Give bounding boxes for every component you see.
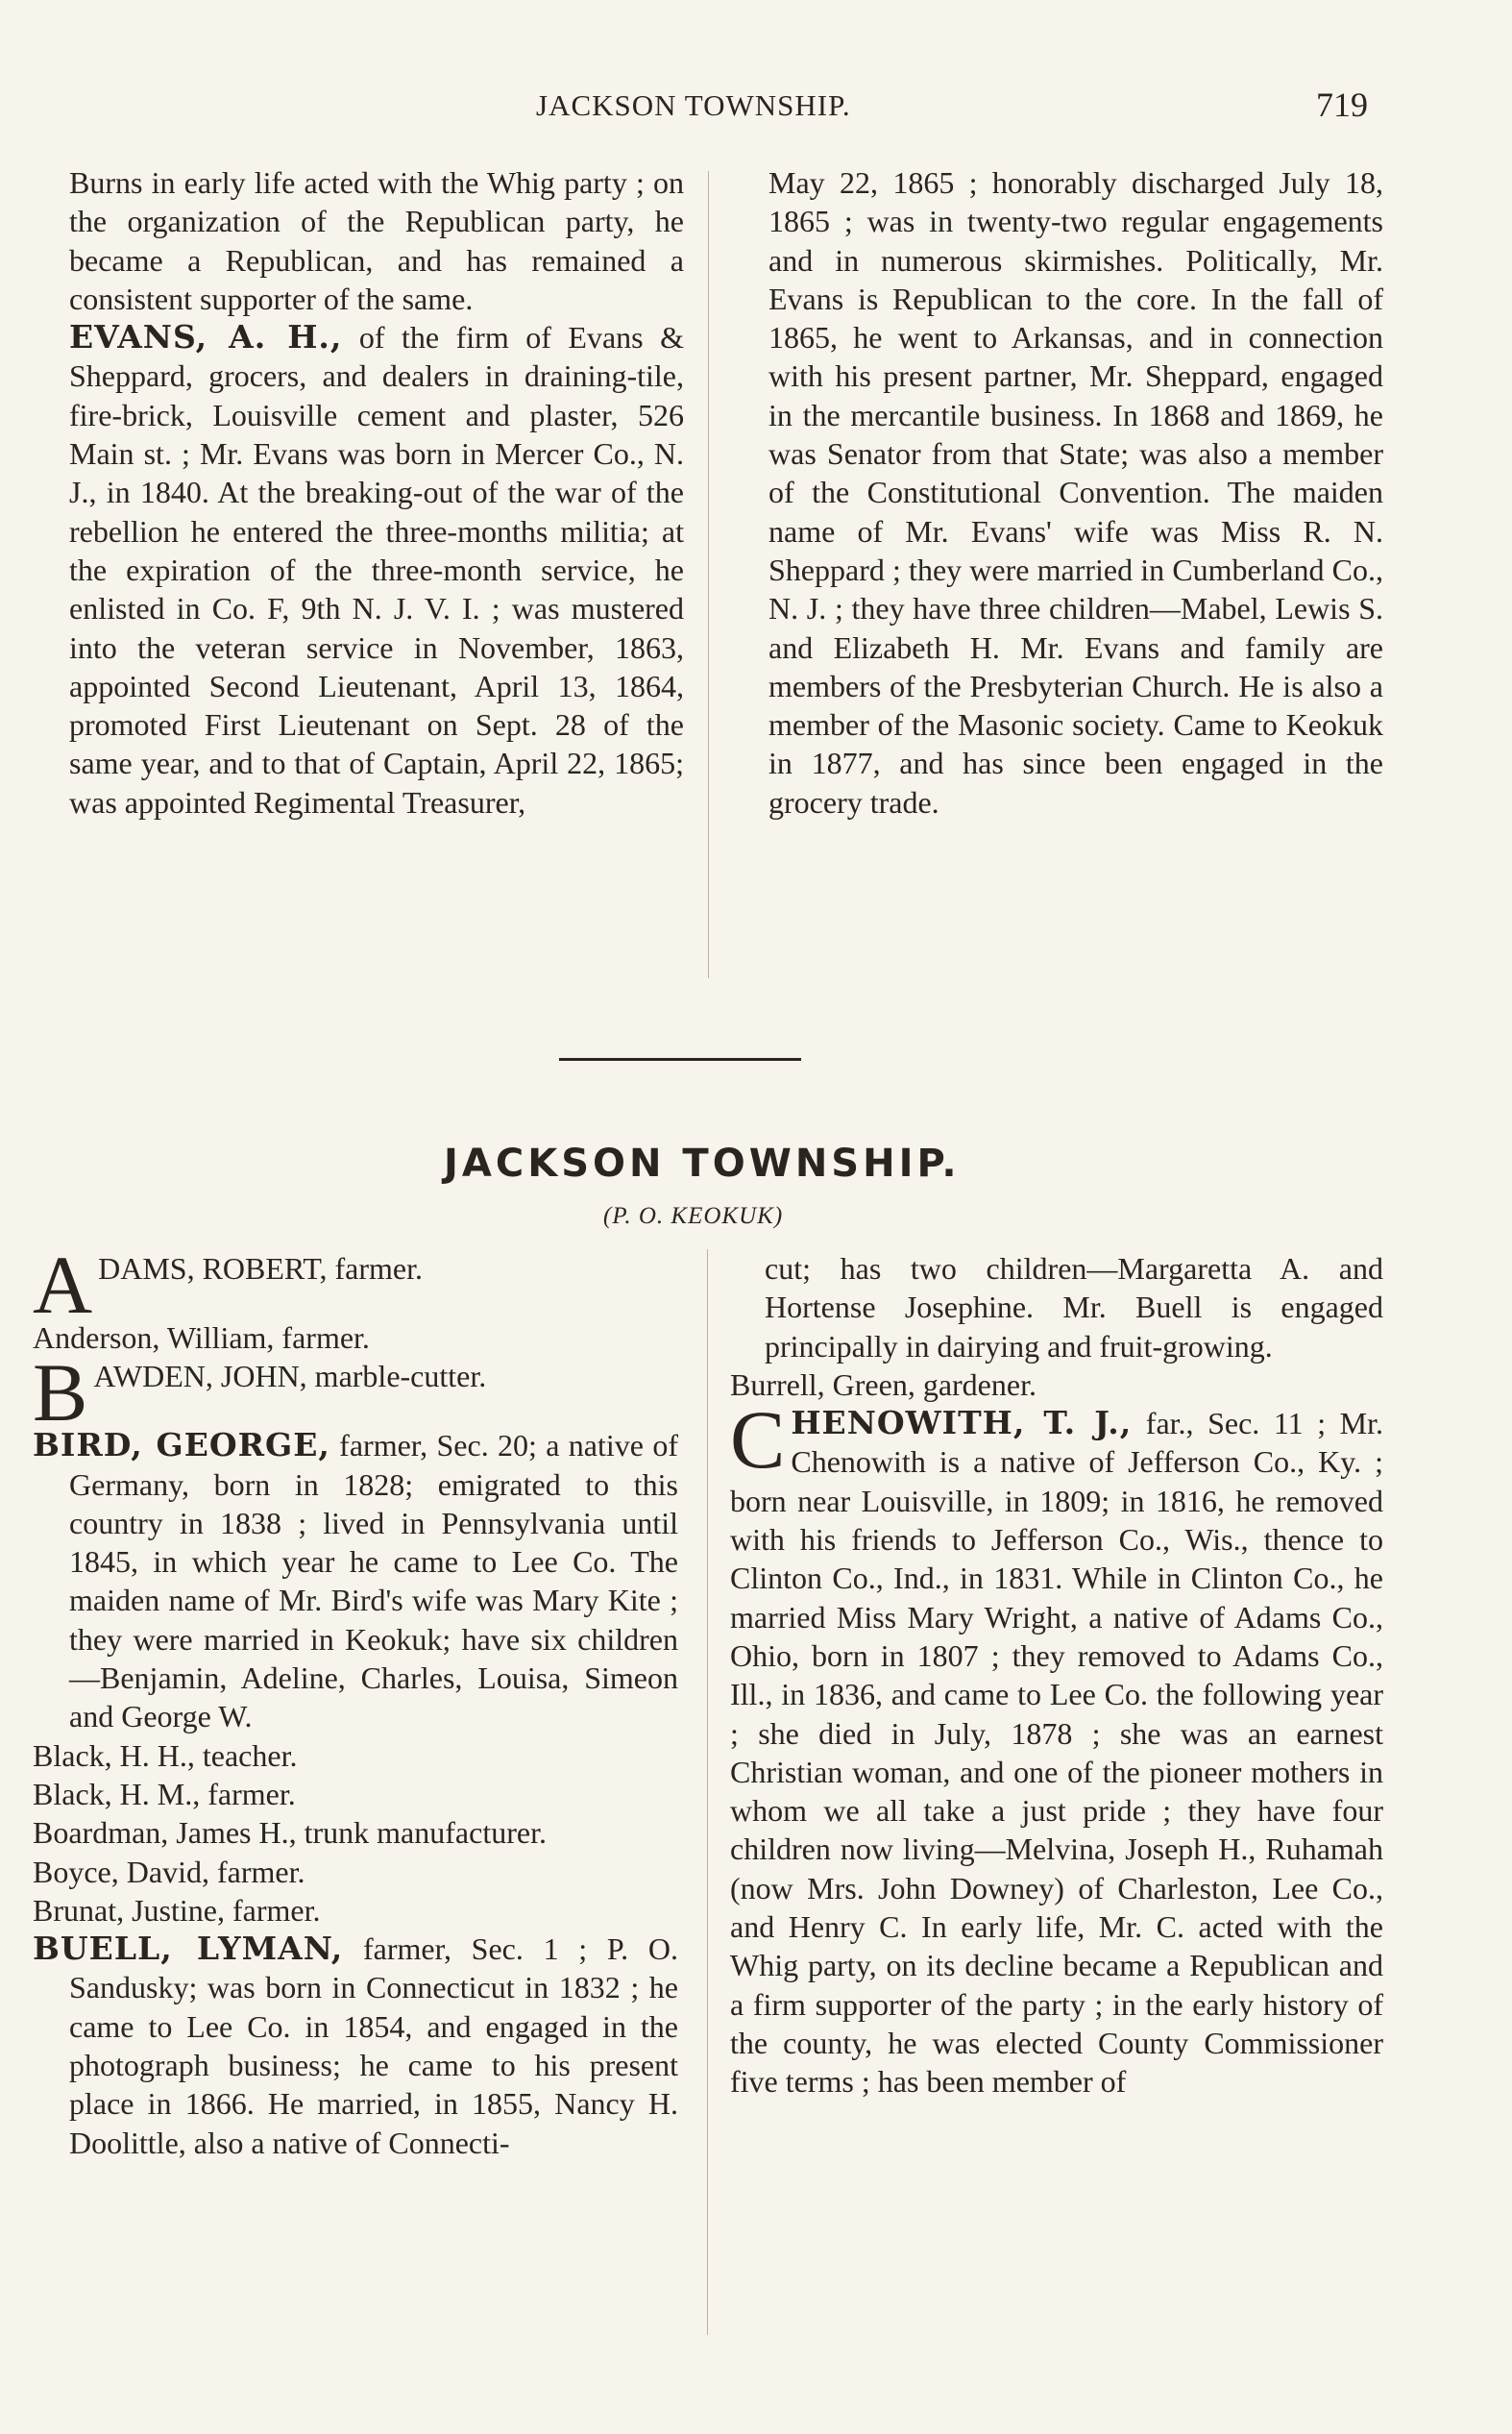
boyce-entry: Boyce, David, farmer. [33,1854,305,1889]
evans-continued: May 22, 1865 ; honorably discharged July 18, 1865 ; was in twenty-two regular engagements and in numerous skirmishes. Politically, Mr. Evans is Republican to the core. In the fall of 1865, he went to Arkansas, and in connection with his present partner, Mr. Sheppard, engaged in the mercantile business. In 1868 and 1869, he was Senator from that State; was also a member of the Constitutional Convention. The maiden name of Mr. Evans' wife was Miss R. N. Sheppard ; they were married in Cumberland Co., N. J. ; they have three children—Mabel, Lewis S. and Elizabeth H. Mr. Evans and family are members of the Presbyterian Church. He is also a member of the Masonic society. Came to Keokuk in 1877, and has since been engaged in the grocery trade. [768,165,1383,820]
bawden-text: AWDEN, JOHN, marble-cutter. [93,1359,487,1394]
dropcap-b: B [33,1346,88,1439]
bird-text: farmer, Sec. 20; a native of Germany, born in 1828; emigrated to this country in 1838 ; lived in Pennsylvania until 1845, in which year he came to Lee Co. The maiden name of Mr. Bird's wife was Mary Kite ; they were married in Keokuk; have six children—Benjamin, Adeline, Charles, Louisa, Simeon and George W. [69,1428,678,1734]
dropcap-a: A [33,1239,93,1331]
section-rule [559,1058,801,1061]
buell-entry [33,1930,678,2162]
anderson-entry: Anderson, William, farmer. [33,1320,370,1355]
chenowith-entry [730,1393,1384,2101]
dropcap-c: C [730,1393,786,1487]
adams-text: DAMS, ROBERT, farmer. [98,1251,424,1286]
chenowith-name: HENOWITH, T. J., [791,1404,1133,1442]
burrell-entry: Burrell, Green, gardener. [730,1366,1036,1402]
black-hh-entry: Black, H. H., teacher. [33,1737,298,1773]
brunat-entry: Brunat, Justine, farmer. [33,1892,321,1928]
bottom-right-column [730,1249,1383,2102]
running-head-title: JACKSON TOWNSHIP. [536,88,851,122]
top-left-column [69,163,684,822]
running-head [0,85,1512,127]
adams-entry [33,1239,678,1331]
section-subtitle: (P. O. KEOKUK) [603,1203,784,1229]
black-hm-entry: Black, H. M., farmer. [33,1776,296,1811]
evans-entry [69,318,684,822]
page-number: 719 [1316,86,1368,124]
section-title: JACKSON TOWNSHIP. [444,1142,961,1186]
top-right-column [768,163,1383,822]
buell-text: farmer, Sec. 1 ; P. O. Sandusky; was born in Connecticut in 1832 ; he came to Lee Co. in 1854, and engaged in the photograph business; he came to his present place in 1866. He married, in 1855, Nancy H. Doolittle, also a native of Connecti- [69,1931,678,2160]
bird-entry [33,1426,678,1735]
evans-text: of the firm of Evans & Sheppard, grocers, and dealers in draining-tile, fire-brick, Louisville cement and plaster, 526 Main st. ; Mr. Evans was born in Mercer Co., N. J., in 1840. At the breaking-out of the war of the rebellion he entered the three-months militia; at the expiration of the three-month service, he enlisted in Co. F, 9th N. J. V. I. ; was mustered into the veteran service in November, 1863, appointed Second Lieutenant, April 13, 1864, promoted First Lieutenant on Sept. 28 of the same year, and to that of Captain, April 22, 1865; was appointed Regimental Treasurer, [69,320,684,820]
column-divider-bottom [707,1249,708,2335]
bawden-entry [33,1346,678,1439]
buell-continued: cut; has two children—Margaretta A. and Hortense Josephine. Mr. Buell is engaged principally in dairying and fruit-growing. [765,1251,1383,1364]
buell-name: BUELL, LYMAN, [33,1930,344,1968]
boardman-entry: Boardman, James H., trunk manufacturer. [33,1815,547,1851]
burns-paragraph: Burns in early life acted with the Whig party ; on the organization of the Republican party, he became a Republican, and has remained a consistent supporter of the same. [69,165,684,316]
column-divider-top [708,171,709,978]
evans-name: EVANS, A. H., [69,318,343,356]
bird-name: BIRD, GEORGE, [33,1426,330,1464]
bottom-left-column [33,1239,678,2162]
chenowith-text: far., Sec. 11 ; Mr. Chenowith is a native of Jefferson Co., Ky. ; born near Louisville, in 1809; in 1816, he removed with his friends to Jefferson Co., Wis., thence to Clinton Co., Ind., in 1831. While in Clinton Co., he married Miss Mary Wright, a native of Adams Co., Ohio, born in 1807 ; they removed to Adams Co., Ill., in 1836, and came to Lee Co. the following year ; she died in July, 1878 ; she was an earnest Christian woman, and one of the pioneer mothers in whom we all take a just pride ; they have four children now living—Melvina, Joseph H., Ruhamah (now Mrs. John Downey) of Charleston, Lee Co., and Henry C. In early life, Mr. C. acted with the Whig party, on its decline became a Republican and a firm supporter of the party ; in the early history of the county, he was elected County Commissioner five terms ; has been member of [730,1406,1384,2100]
